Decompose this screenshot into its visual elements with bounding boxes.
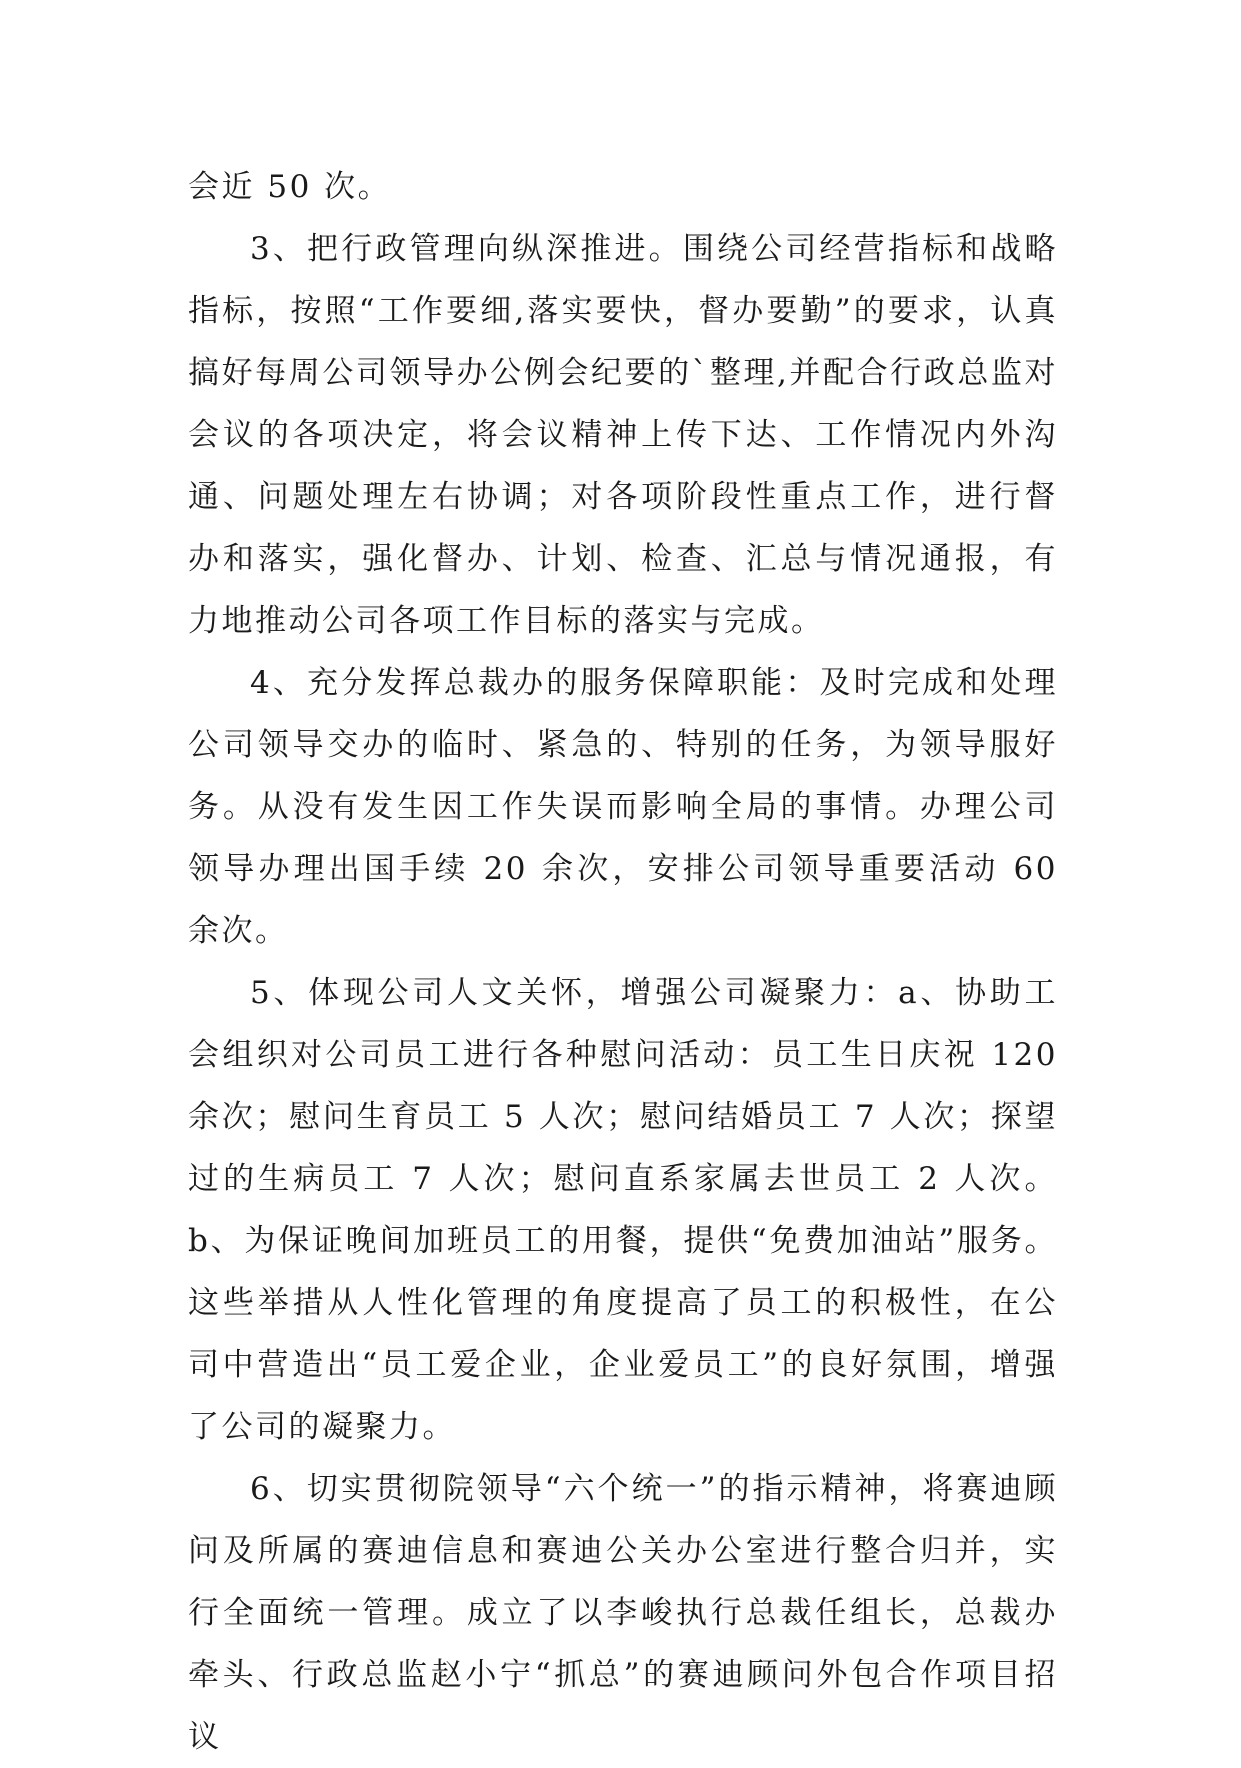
paragraph-item-5: 5、体现公司人文关怀，增强公司凝聚力：a、协助工会组织对公司员工进行各种慰问活动：员工生日庆祝 120 余次；慰问生育员工 5 人次；慰问结婚员工 7 人次；探望过的生病员工 7 人次；慰问直系家属去世员工 2 人次。b、为保证晚间加班员工的用餐，提供“免费加油站”服务。这些举措从人性化管理的角度提高了员工的积极性，在公司中营造出“员工爱企业，企业爱员工”的良好氛围，增强了公司的凝聚力。	[188, 975, 1058, 1445]
paragraph-item-3: 3、把行政管理向纵深推进。围绕公司经营指标和战略指标，按照“工作要细,落实要快，督办要勤”的要求，认真搞好每周公司领导办公例会纪要的`整理,并配合行政总监对会议的各项决定，将会议精神上传下达、工作情况内外沟通、问题处理左右协调；对各项阶段性重点工作，进行督办和落实，强化督办、计划、检查、汇总与情况通报，有力地推动公司各项工作目标的落实与完成。	[188, 231, 1058, 639]
paragraph-item-6: 6、切实贯彻院领导“六个统一”的指示精神，将赛迪顾问及所属的赛迪信息和赛迪公关办公室进行整合归并，实行全面统一管理。成立了以李峻执行总裁任组长，总裁办牵头、行政总监赵小宁“抓总”的赛迪顾问外包合作项目招议	[188, 1471, 1058, 1755]
paragraph-item-4: 4、充分发挥总裁办的服务保障职能：及时完成和处理公司领导交办的临时、紧急的、特别的任务，为领导服好务。从没有发生因工作失误而影响全局的事情。办理公司领导办理出国手续 20 余次，安排公司领导重要活动 60 余次。	[188, 665, 1058, 949]
paragraph-continuation: 会近 50 次。	[188, 169, 392, 205]
document-body	[188, 156, 1058, 1768]
